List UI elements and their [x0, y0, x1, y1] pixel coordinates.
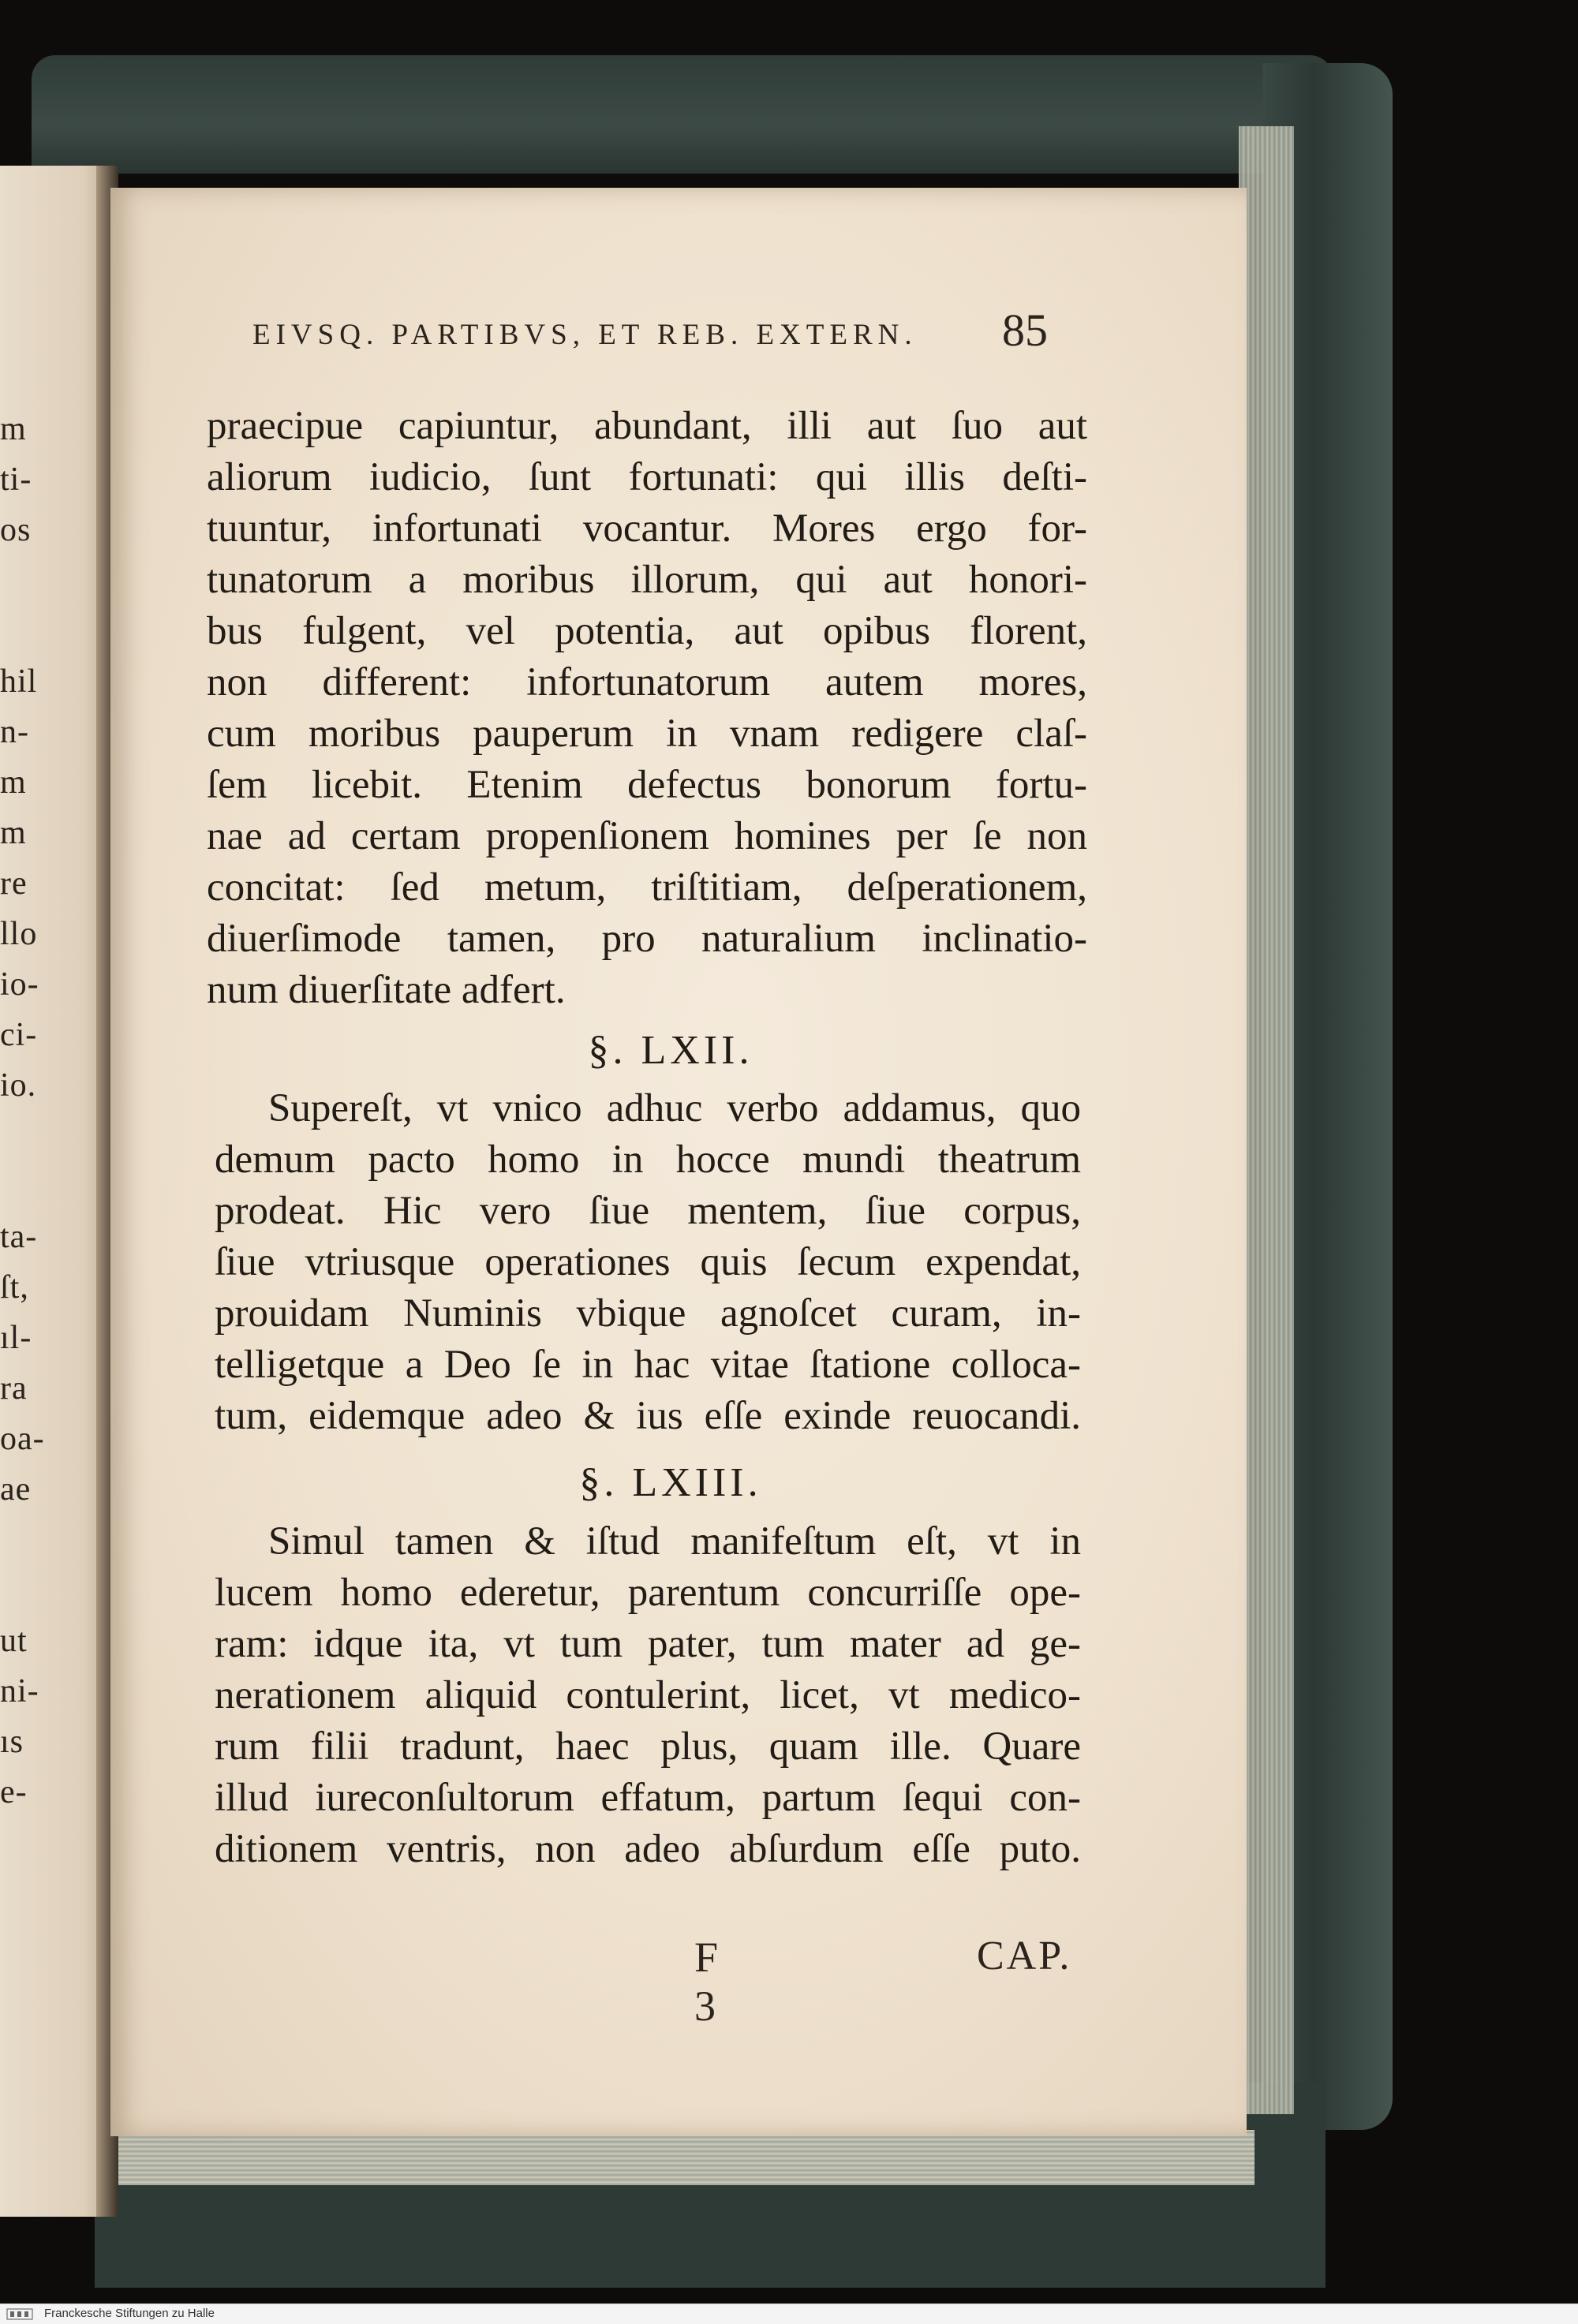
previous-page-fragment: ut — [0, 1623, 28, 1659]
section-heading-63: §. LXIII. — [579, 1460, 762, 1505]
previous-page-fragment: oa- — [0, 1421, 45, 1457]
institution-logo-icon — [6, 2307, 33, 2321]
text-line: nae ad certam propenſionem homines per ſe non — [207, 814, 1087, 858]
text-line: tuuntur, infortunati vocantur. Mores ergo for- — [207, 506, 1087, 551]
text-line: Supereſt, vt vnico adhuc verbo addamus, quo — [268, 1086, 1081, 1130]
text-line: non different: infortunatorum autem mores, — [207, 660, 1087, 704]
previous-page-fragment — [0, 1168, 110, 1218]
previous-page-fragment: e- — [0, 1774, 28, 1810]
book-cover-top — [32, 55, 1333, 174]
previous-page-fragment — [0, 612, 110, 663]
text-line: praecipue capiuntur, abundant, illi aut ſuo aut — [207, 404, 1087, 448]
previous-page-fragment: re — [0, 865, 28, 902]
previous-page-fragment: ni- — [0, 1673, 39, 1709]
text-line: illud iureconſultorum effatum, partum ſequi con- — [215, 1776, 1081, 1820]
previous-page-fragment — [0, 1571, 110, 1622]
text-line: tunatorum a moribus illorum, qui aut honori- — [207, 558, 1087, 602]
text-line: bus fulgent, vel potentia, aut opibus florent, — [207, 609, 1087, 653]
catchword: CAP. — [977, 1934, 1072, 1978]
text-line: lucem homo ederetur, parentum concurriſſe ope- — [215, 1571, 1081, 1615]
text-line: Simul tamen & iſtud manifeſtum eſt, vt in — [268, 1519, 1081, 1564]
previous-page-fragment: ta- — [0, 1219, 38, 1255]
footer-bar — [0, 2303, 1578, 2324]
text-line: ditionem ventris, non adeo abſurdum eſſe puto. — [215, 1827, 1081, 1871]
previous-page-fragment: ci- — [0, 1017, 38, 1053]
previous-page-text — [0, 410, 110, 1824]
previous-page-fragment: ae — [0, 1471, 32, 1508]
previous-page-fragment: n- — [0, 714, 29, 750]
text-line: prodeat. Hic vero ſiue mentem, ſiue corpus, — [215, 1189, 1081, 1233]
previous-page-fragment — [0, 1521, 110, 1571]
text-line: aliorum iudicio, ſunt fortunati: qui illis deſti- — [207, 455, 1087, 499]
text-line: prouidam Numinis vbique agnoſcet curam, in- — [215, 1291, 1081, 1336]
text-line: cum moribus pauperum in vnam redigere claſ- — [207, 712, 1087, 756]
previous-page-fragment: llo — [0, 916, 38, 952]
previous-page-fragment: m — [0, 411, 27, 447]
text-line: ſiue vtriusque operationes quis ſecum expendat, — [215, 1240, 1081, 1284]
text-line: num diuerſitate adfert. — [207, 968, 566, 1012]
text-line: ram: idque ita, vt tum pater, tum mater ad ge- — [215, 1622, 1081, 1666]
previous-page-fragment: io- — [0, 966, 39, 1003]
page-block-edge-bottom — [103, 2130, 1255, 2185]
text-line: tum, eidemque adeo & ius eſſe exinde reuocandi. — [215, 1394, 1081, 1438]
previous-page-fragment: ra — [0, 1370, 28, 1407]
previous-page-fragment: hil — [0, 663, 38, 700]
previous-page-fragment: io. — [0, 1067, 37, 1104]
page-block-edge-right — [1239, 126, 1294, 2114]
previous-page-fragment: ıl- — [0, 1320, 32, 1356]
previous-page-fragment: ti- — [0, 461, 32, 498]
running-head: EIVSQ. PARTIBVS, ET REB. EXTERN. — [252, 319, 918, 351]
previous-page-fragment: ſt, — [0, 1269, 29, 1306]
signature-mark: F 3 — [694, 1934, 733, 2030]
text-line: diuerſimode tamen, pro naturalium inclinatio- — [207, 917, 1087, 961]
page-number: 85 — [1002, 305, 1048, 356]
text-line: demum pacto homo in hocce mundi theatrum — [215, 1138, 1081, 1182]
institution-name: Franckesche Stiftungen zu Halle — [44, 2307, 215, 2320]
previous-page-fragment: m — [0, 815, 27, 851]
previous-page-fragment: m — [0, 764, 27, 801]
text-line: nerationem aliquid contulerint, licet, vt medico- — [215, 1673, 1081, 1717]
previous-page-fragment — [0, 1117, 110, 1168]
text-line: telligetque a Deo ſe in hac vitae ſtatione colloca- — [215, 1343, 1081, 1387]
previous-page-fragment: ıs — [0, 1724, 24, 1760]
text-line: concitat: ſed metum, triſtitiam, deſperationem, — [207, 865, 1087, 910]
text-line: ſem licebit. Etenim defectus bonorum fortu- — [207, 763, 1087, 807]
text-line: rum filii tradunt, haec plus, quam ille. Quare — [215, 1724, 1081, 1769]
section-heading-62: §. LXII. — [588, 1028, 753, 1073]
previous-page-fragment — [0, 562, 110, 612]
previous-page-fragment: os — [0, 512, 32, 548]
